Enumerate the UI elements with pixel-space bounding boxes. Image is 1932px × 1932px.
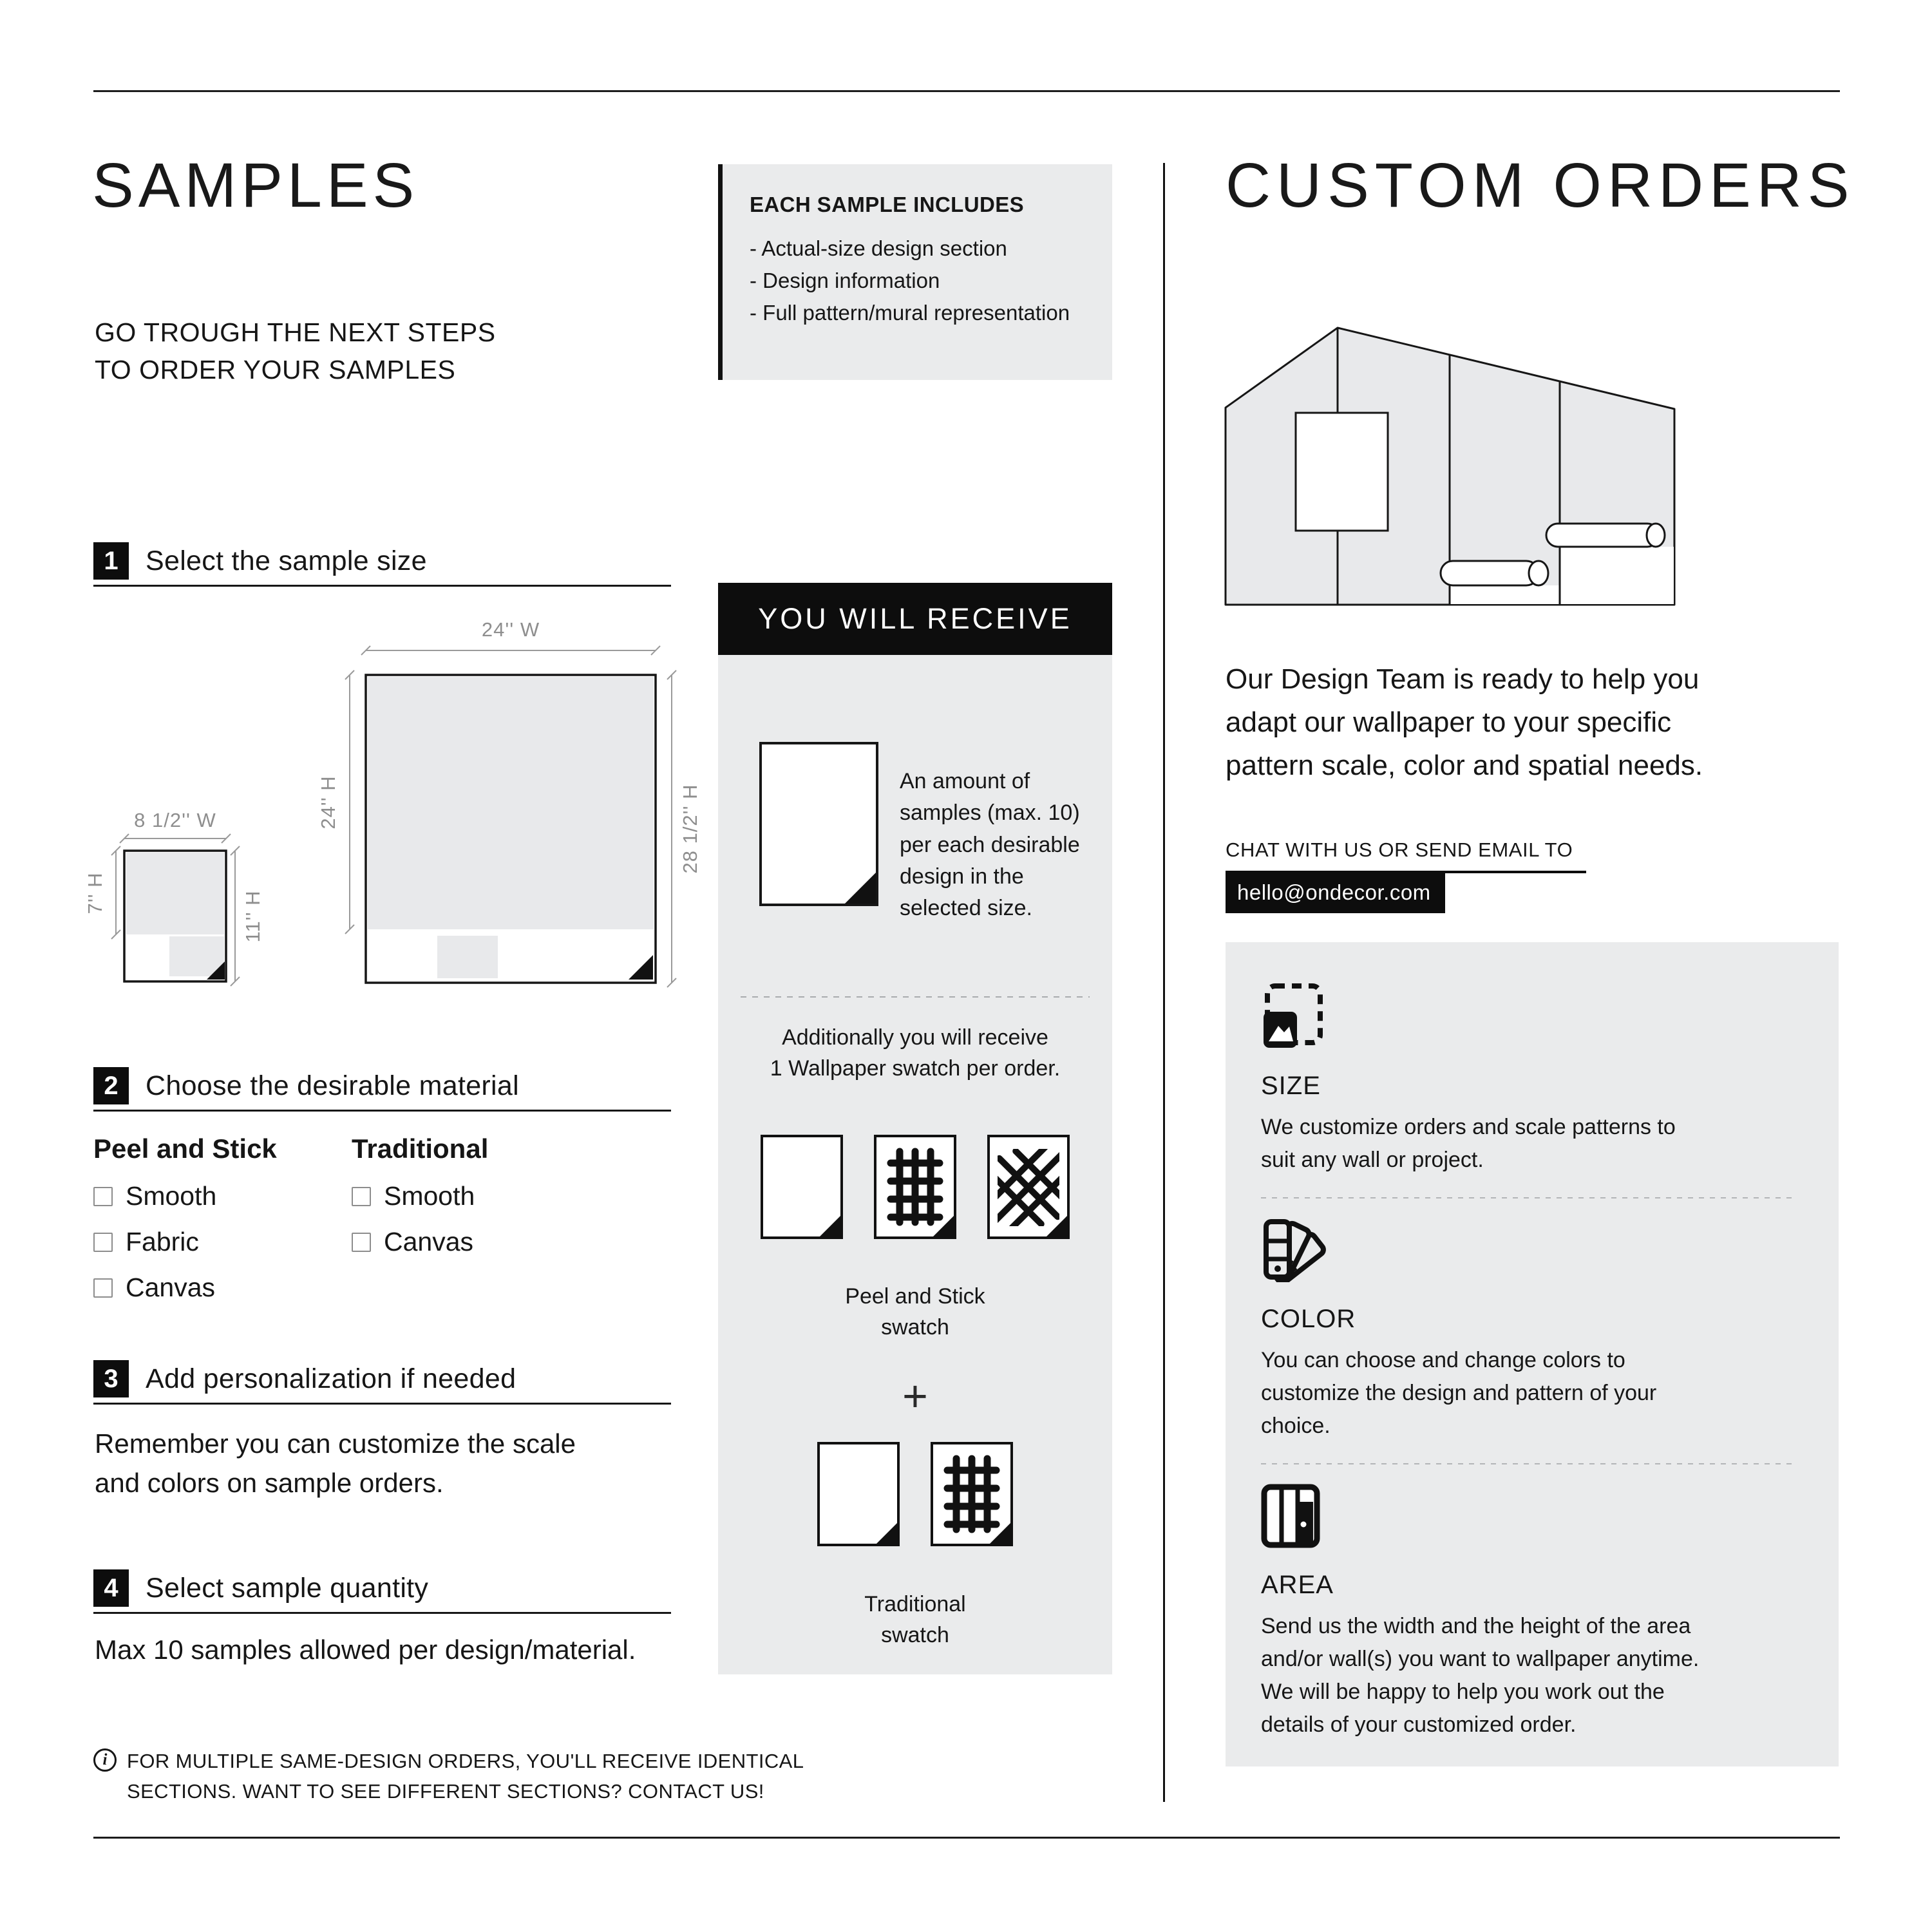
samples-amount-text: An amount of samples (max. 10) per each desirable design in the selected size. xyxy=(900,769,1080,921)
info-icon: i xyxy=(93,1748,117,1772)
additional-swatch-text xyxy=(718,1022,1112,1084)
small-height-left-dim: 7'' H xyxy=(84,872,106,914)
includes-item-1: - Actual-size design section xyxy=(750,236,1007,260)
traditional-canvas-checkbox[interactable] xyxy=(352,1233,371,1252)
material-traditional-column xyxy=(352,1133,488,1273)
swatch-blank-icon xyxy=(761,1135,843,1239)
step-3-description: Remember you can customize the scale and colors on sample orders. xyxy=(95,1428,576,1498)
includes-item-2: - Design information xyxy=(750,269,940,293)
same-design-note xyxy=(93,1747,905,1806)
step-2-header xyxy=(93,1067,671,1112)
custom-orders-title: CUSTOM ORDERS xyxy=(1226,150,1855,220)
traditional-title: Traditional xyxy=(352,1133,489,1164)
samples-subtitle xyxy=(95,314,496,388)
column-divider xyxy=(1163,163,1165,1802)
peel-canvas-checkbox[interactable] xyxy=(93,1278,113,1298)
top-rule xyxy=(93,90,1840,92)
step-3-badge: 3 xyxy=(93,1360,129,1397)
receive-body xyxy=(718,655,1112,1674)
peel-swatch-row xyxy=(718,1135,1112,1239)
large-height-left-dim: 24'' H xyxy=(317,775,339,829)
step-4-label: Select sample quantity xyxy=(146,1572,429,1604)
color-swatch-fan-icon xyxy=(1261,1218,1332,1282)
peel-smooth-checkbox[interactable] xyxy=(93,1187,113,1206)
small-height-right-dim: 11'' H xyxy=(242,890,264,943)
feature-area-title: AREA xyxy=(1261,1571,1334,1599)
wallpaper-roll-icon xyxy=(1441,561,1548,585)
peel-fabric-checkbox[interactable] xyxy=(93,1233,113,1252)
large-height-right-dim: 28 1/2'' H xyxy=(679,784,701,874)
peel-swatch-label-line2: swatch xyxy=(881,1315,949,1340)
you-will-receive-panel xyxy=(718,583,1112,1674)
step-1-label: Select the sample size xyxy=(146,545,427,576)
peel-swatch-label xyxy=(718,1281,1112,1343)
feature-area-text: Send us the width and the height of the area and/or wall(s) you want to wallpaper anytime. We will be happy to help you work out the details of your customized order. xyxy=(1261,1614,1700,1737)
swatch-grid-icon xyxy=(874,1135,956,1239)
note-line1: FOR MULTIPLE SAME-DESIGN ORDERS, YOU'LL RECEIVE IDENTICAL xyxy=(127,1750,804,1772)
step-3-label: Add personalization if needed xyxy=(146,1363,516,1394)
small-sample-sheet xyxy=(124,851,226,981)
samples-subtitle-line1: GO TROUGH THE NEXT STEPS xyxy=(95,317,496,347)
step-1-header xyxy=(93,542,671,587)
traditional-smooth-option xyxy=(352,1181,488,1211)
email-address[interactable]: hello@ondecor.com xyxy=(1226,873,1445,913)
peel-swatch-label-line1: Peel and Stick xyxy=(845,1284,985,1309)
traditional-swatch-label-line1: Traditional xyxy=(864,1592,966,1616)
swatch-crosshatch-icon xyxy=(987,1135,1070,1239)
note-line2: SECTIONS. WANT TO SEE DIFFERENT SECTIONS? CONTACT US! xyxy=(127,1779,764,1803)
traditional-smooth-checkbox[interactable] xyxy=(352,1187,371,1206)
peel-smooth-label: Smooth xyxy=(126,1181,217,1211)
traditional-canvas-label: Canvas xyxy=(384,1227,474,1256)
receive-header: YOU WILL RECEIVE xyxy=(718,583,1112,655)
plus-icon: + xyxy=(902,1372,928,1421)
traditional-swatch-label xyxy=(718,1589,1112,1651)
window xyxy=(1296,413,1388,531)
receive-divider xyxy=(741,996,1090,998)
feature-size-text: We customize orders and scale patterns to suit any wall or project. xyxy=(1261,1115,1676,1172)
peel-fabric-option xyxy=(93,1227,277,1257)
design-team-intro: Our Design Team is ready to help you adapt our wallpaper to your specific pattern scale, color and spatial needs. xyxy=(1226,663,1703,781)
step-2-badge: 2 xyxy=(93,1067,129,1104)
sample-size-diagram xyxy=(77,605,721,1030)
feature-size-title: SIZE xyxy=(1261,1072,1321,1100)
peel-fabric-label: Fabric xyxy=(126,1227,199,1256)
peel-canvas-label: Canvas xyxy=(126,1273,216,1302)
note-text xyxy=(127,1747,804,1806)
feature-divider xyxy=(1261,1463,1794,1464)
feature-divider xyxy=(1261,1197,1794,1198)
step-1-badge: 1 xyxy=(93,542,129,580)
includes-item-3: - Full pattern/mural representation xyxy=(750,301,1070,325)
samples-subtitle-line2: TO ORDER YOUR SAMPLES xyxy=(95,355,456,385)
peel-and-stick-title: Peel and Stick xyxy=(93,1133,277,1164)
area-wall-panels-icon xyxy=(1261,1484,1320,1548)
swatch-blank-icon xyxy=(817,1442,900,1546)
custom-order-features-panel xyxy=(1226,942,1839,1766)
swatch-grid-icon xyxy=(931,1442,1013,1546)
large-sample-sheet xyxy=(366,675,656,983)
includes-title: EACH SAMPLE INCLUDES xyxy=(750,193,1025,216)
chat-label: CHAT WITH US OR SEND EMAIL TO xyxy=(1226,838,1573,861)
traditional-swatch-label-line2: swatch xyxy=(881,1623,949,1648)
peel-smooth-option xyxy=(93,1181,277,1211)
additional-line2: 1 Wallpaper swatch per order. xyxy=(770,1056,1061,1081)
wallpaper-roll-icon xyxy=(1546,524,1665,547)
bottom-rule xyxy=(93,1837,1840,1839)
each-sample-includes-box xyxy=(718,164,1112,380)
size-crop-image-icon xyxy=(1261,982,1325,1049)
samples-title: SAMPLES xyxy=(92,150,419,220)
sample-sheet-icon xyxy=(759,742,878,906)
feature-color-text: You can choose and change colors to customize the design and pattern of your choice. xyxy=(1261,1348,1657,1438)
feature-color-title: COLOR xyxy=(1261,1305,1356,1333)
peel-canvas-option xyxy=(93,1273,277,1303)
large-width-dim: 24'' W xyxy=(481,618,540,641)
wallpaper-wall-illustration xyxy=(1220,324,1680,607)
traditional-canvas-option xyxy=(352,1227,488,1257)
step-4-description: Max 10 samples allowed per design/material. xyxy=(95,1634,636,1665)
step-4-header xyxy=(93,1569,671,1614)
step-3-header xyxy=(93,1360,671,1405)
small-width-dim: 8 1/2'' W xyxy=(134,809,216,831)
material-peel-and-stick-column xyxy=(93,1133,277,1318)
step-2-label: Choose the desirable material xyxy=(146,1070,519,1101)
additional-line1: Additionally you will receive xyxy=(782,1025,1048,1050)
step-4-badge: 4 xyxy=(93,1569,129,1607)
traditional-smooth-label: Smooth xyxy=(384,1181,475,1211)
traditional-swatch-row xyxy=(718,1442,1112,1546)
